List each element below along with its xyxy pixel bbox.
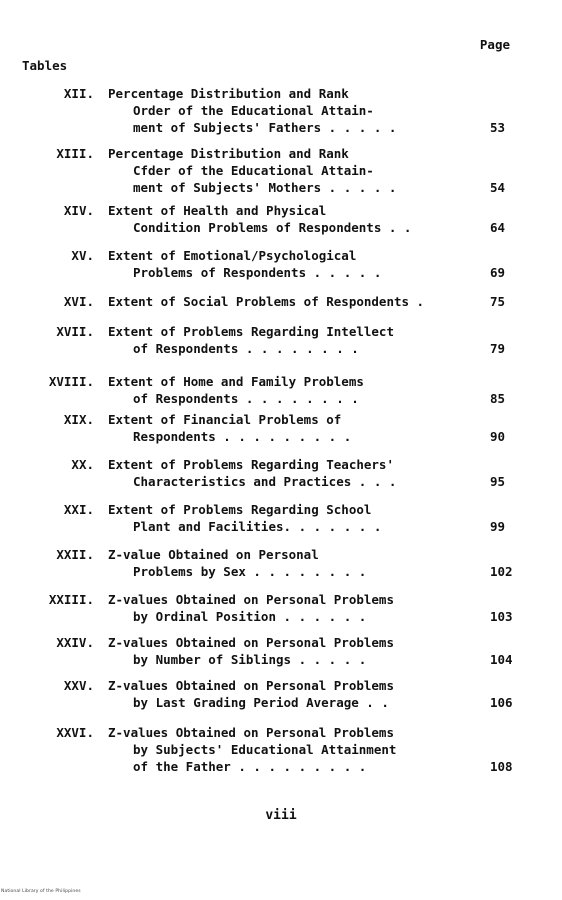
page-number: 108 <box>490 759 513 774</box>
table-number: XIX. <box>63 412 94 427</box>
entry-title-line: Percentage Distribution and Rank <box>108 146 349 161</box>
entry-title-line: by Number of Siblings . . . . . <box>133 652 367 667</box>
entry-title-line: by Subjects' Educational Attainment <box>133 742 397 757</box>
entry-title-line: Z-values Obtained on Personal Problems <box>108 592 394 607</box>
page-number: 90 <box>490 429 506 444</box>
page-number: 75 <box>490 294 506 309</box>
entry-title-line: Characteristics and Practices . . . <box>133 474 397 489</box>
entry-title-line: Z-values Obtained on Personal Problems <box>108 678 394 693</box>
entry-title-line: Order of the Educational Attain- <box>133 103 374 118</box>
toc-entry <box>0 86 562 146</box>
entry-title-line: by Last Grading Period Average . . <box>133 695 389 710</box>
table-number: XVI. <box>63 294 94 309</box>
entry-title-line: Extent of Financial Problems of <box>108 412 342 427</box>
page-number: 102 <box>490 564 513 579</box>
scan-footer-note: National Library of the Philippines <box>1 889 81 894</box>
table-number: XIII. <box>56 146 94 161</box>
page-number: 103 <box>490 609 513 624</box>
entry-title-line: by Ordinal Position . . . . . . <box>133 609 367 624</box>
table-number: XXI. <box>63 502 94 517</box>
page-number: 99 <box>490 519 506 534</box>
page-number: 106 <box>490 695 513 710</box>
entry-title-line: of Respondents . . . . . . . . <box>133 391 359 406</box>
toc-entry <box>0 725 562 785</box>
entry-title-line: Extent of Social Problems of Respondents . <box>108 294 425 309</box>
entry-title-line: Problems by Sex . . . . . . . . <box>133 564 367 579</box>
table-number: XVII. <box>56 324 94 339</box>
page-folio: viii <box>265 808 297 823</box>
entry-title-line: Z-values Obtained on Personal Problems <box>108 635 394 650</box>
table-number: XVIII. <box>48 374 94 389</box>
table-number: XXV. <box>63 678 94 693</box>
page-number: 64 <box>490 220 506 235</box>
entry-title-line: Condition Problems of Respondents . . <box>133 220 412 235</box>
page-number: 85 <box>490 391 506 406</box>
table-number: XX. <box>71 457 94 472</box>
entry-title-line: Extent of Home and Family Problems <box>108 374 364 389</box>
entry-title-line: Extent of Emotional/Psychological <box>108 248 357 263</box>
page-number: 53 <box>490 120 506 135</box>
entry-title-line: Cfder of the Educational Attain- <box>133 163 374 178</box>
page-number: 69 <box>490 265 506 280</box>
entry-title-line: Plant and Facilities. . . . . . . <box>133 519 382 534</box>
entry-title-line: Z-values Obtained on Personal Problems <box>108 725 394 740</box>
table-number: XIV. <box>63 203 94 218</box>
entry-title-line: Percentage Distribution and Rank <box>108 86 349 101</box>
entry-title-line: Extent of Problems Regarding Teachers' <box>108 457 394 472</box>
entry-title-line: Extent of Problems Regarding Intellect <box>108 324 394 339</box>
entry-title-line: Extent of Health and Physical <box>108 203 327 218</box>
page-number: 104 <box>490 652 513 667</box>
table-number: XXII. <box>56 547 94 562</box>
entry-title-line: of the Father . . . . . . . . . <box>133 759 367 774</box>
table-number: XV. <box>71 248 94 263</box>
table-number: XXVI. <box>56 725 94 740</box>
entry-title-line: Extent of Problems Regarding School <box>108 502 372 517</box>
tables-heading: Tables <box>22 58 68 73</box>
entry-title-line: ment of Subjects' Fathers . . . . . <box>133 120 397 135</box>
page-number: 79 <box>490 341 506 356</box>
table-number: XXIV. <box>56 635 94 650</box>
table-number: XXIII. <box>48 592 94 607</box>
page-column-heading: Page <box>479 37 510 52</box>
entry-title-line: Problems of Respondents . . . . . <box>133 265 382 280</box>
page-number: 95 <box>490 474 506 489</box>
entry-title-line: Z-value Obtained on Personal <box>108 547 319 562</box>
entry-title-line: ment of Subjects' Mothers . . . . . <box>133 180 397 195</box>
entry-title-line: Respondents . . . . . . . . . <box>133 429 352 444</box>
entry-title-line: of Respondents . . . . . . . . <box>133 341 359 356</box>
toc-entry <box>0 146 562 206</box>
page-number: 54 <box>490 180 506 195</box>
table-number: XII. <box>63 86 94 101</box>
